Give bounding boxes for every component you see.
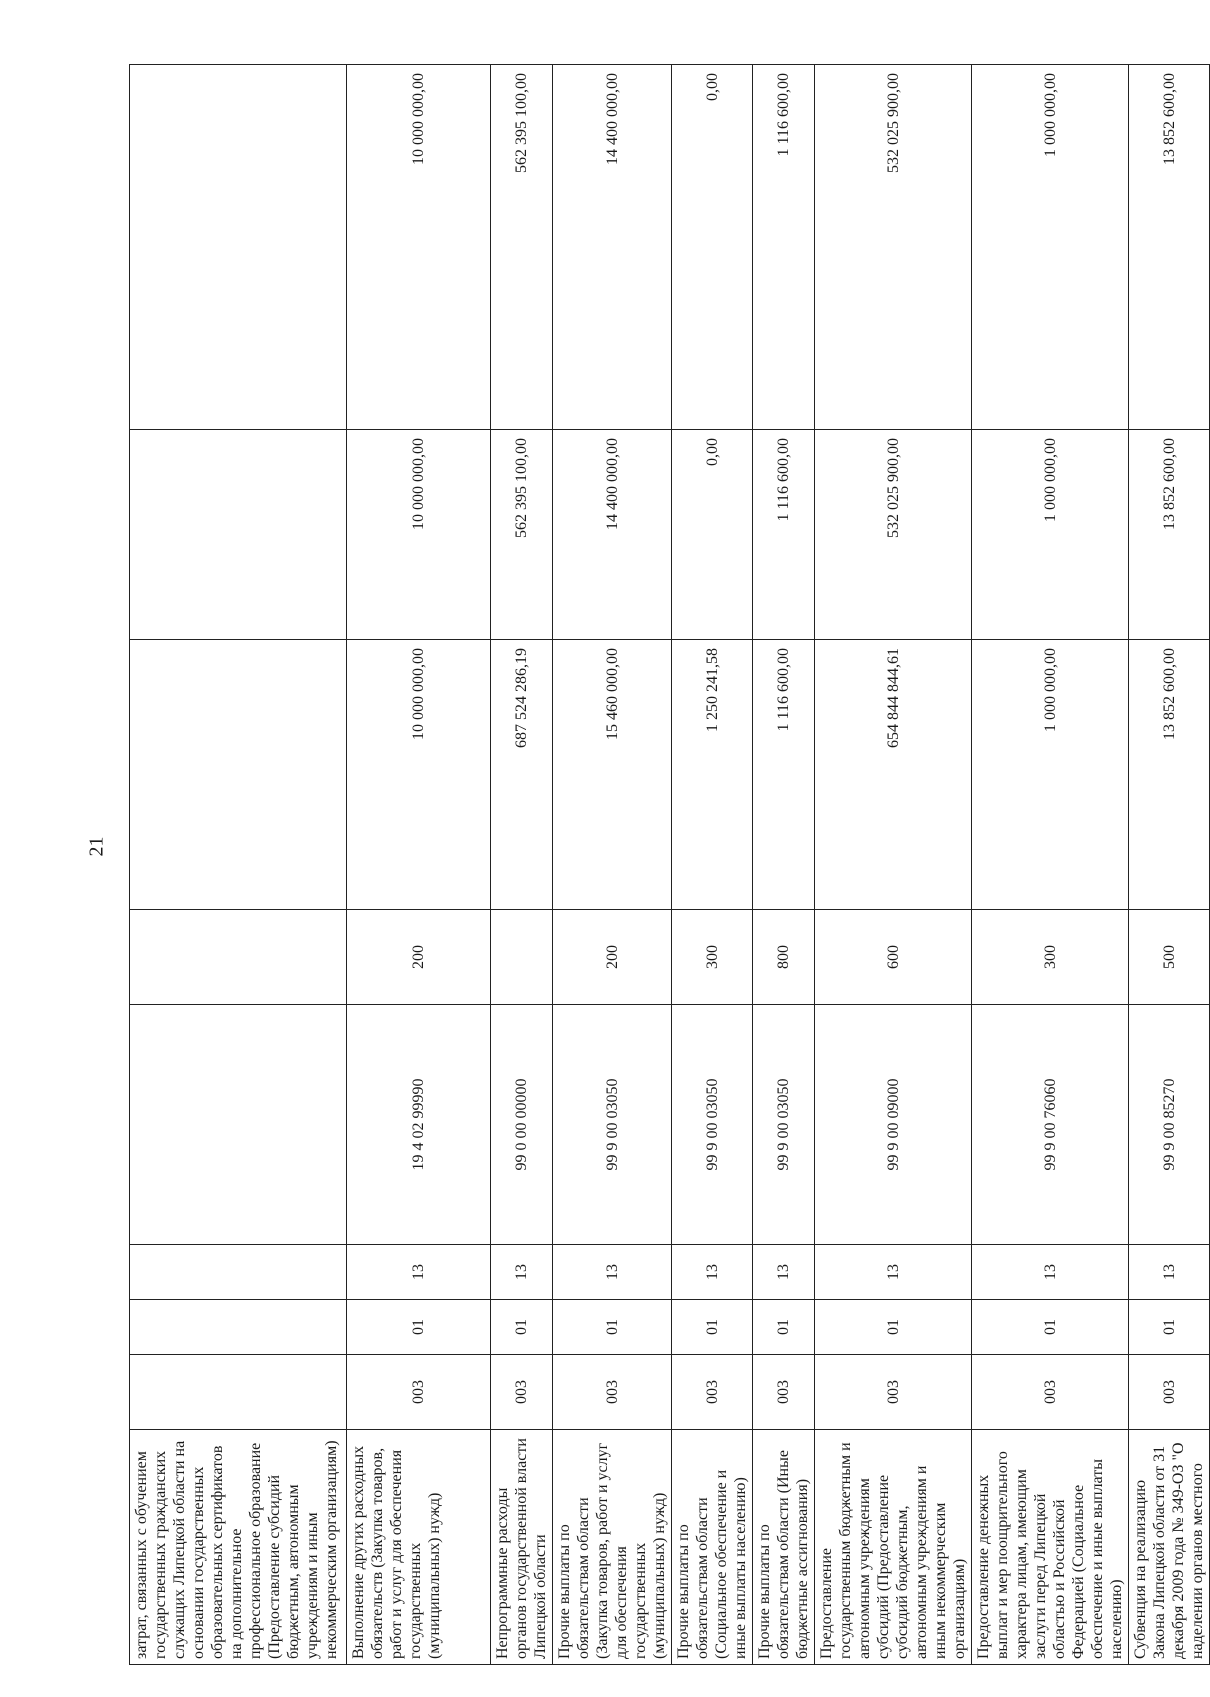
row-vr: 300	[972, 910, 1129, 1005]
row-amended: 1 116 600,00	[753, 430, 815, 640]
table-row	[672, 65, 753, 1665]
row-executed: 10 000 000,00	[347, 65, 491, 430]
row-ministry	[130, 1355, 347, 1430]
table-row	[347, 65, 491, 1665]
row-subsection: 13	[815, 1245, 972, 1300]
row-name: Прочие выплаты по обязательствам области (Иные бюджетные ассигнования)	[753, 1430, 815, 1665]
row-executed: 13 852 600,00	[1129, 65, 1210, 430]
row-executed	[130, 65, 347, 430]
row-amended: 532 025 900,00	[815, 430, 972, 640]
row-vr: 200	[347, 910, 491, 1005]
row-name: Прочие выплаты по обязательствам области (Социальное обеспечение и иные выплаты населению)	[672, 1430, 753, 1665]
row-amended: 562 395 100,00	[491, 430, 553, 640]
row-executed: 1 000 000,00	[972, 65, 1129, 430]
row-section: 01	[491, 1300, 553, 1355]
row-ministry: 003	[672, 1355, 753, 1430]
row-executed: 562 395 100,00	[491, 65, 553, 430]
row-ministry: 003	[491, 1355, 553, 1430]
row-approved: 1 250 241,58	[672, 640, 753, 910]
row-subsection: 13	[972, 1245, 1129, 1300]
table-row	[815, 65, 972, 1665]
row-target: 99 9 00 03050	[672, 1005, 753, 1245]
table-row	[491, 65, 553, 1665]
table-row	[1129, 65, 1210, 1665]
row-section: 01	[972, 1300, 1129, 1355]
row-name: Прочие выплаты по обязательствам области (Закупка товаров, работ и услуг для обеспечения государственных (муниципальных) нужд)	[553, 1430, 672, 1665]
row-target: 19 4 02 99990	[347, 1005, 491, 1245]
row-target: 99 9 00 76060	[972, 1005, 1129, 1245]
row-vr: 300	[672, 910, 753, 1005]
table-row	[553, 65, 672, 1665]
row-target: 99 0 00 00000	[491, 1005, 553, 1245]
row-approved: 1 000 000,00	[972, 640, 1129, 910]
row-ministry: 003	[1129, 1355, 1210, 1430]
row-approved: 654 844 844,61	[815, 640, 972, 910]
rotated-table-wrapper	[129, 65, 1206, 1665]
row-target: 99 9 00 09000	[815, 1005, 972, 1245]
row-section: 01	[1129, 1300, 1210, 1355]
row-executed: 1 116 600,00	[753, 65, 815, 430]
row-section: 01	[815, 1300, 972, 1355]
row-name: Выполнение других расходных обязательств (Закупка товаров, работ и услуг для обеспечения государственных (муниципальных) нужд)	[347, 1430, 491, 1665]
row-subsection: 13	[491, 1245, 553, 1300]
row-vr: 200	[553, 910, 672, 1005]
row-approved: 13 852 600,00	[1129, 640, 1210, 910]
row-ministry: 003	[815, 1355, 972, 1430]
row-vr	[491, 910, 553, 1005]
table-row	[130, 65, 347, 1665]
row-name: Непрограммные расходы органов государственной власти Липецкой области	[491, 1430, 553, 1665]
row-subsection	[130, 1245, 347, 1300]
row-amended: 14 400 000,00	[553, 430, 672, 640]
row-approved: 1 116 600,00	[753, 640, 815, 910]
row-target: 99 9 00 03050	[753, 1005, 815, 1245]
row-vr: 500	[1129, 910, 1210, 1005]
row-approved: 687 524 286,19	[491, 640, 553, 910]
row-amended	[130, 430, 347, 640]
row-ministry: 003	[972, 1355, 1129, 1430]
row-vr	[130, 910, 347, 1005]
row-executed: 532 025 900,00	[815, 65, 972, 430]
row-vr: 600	[815, 910, 972, 1005]
page-number: 21	[85, 836, 108, 857]
row-subsection: 13	[753, 1245, 815, 1300]
row-subsection: 13	[347, 1245, 491, 1300]
table-row	[753, 65, 815, 1665]
row-executed: 0,00	[672, 65, 753, 430]
table-row	[972, 65, 1129, 1665]
row-ministry: 003	[347, 1355, 491, 1430]
row-section: 01	[553, 1300, 672, 1355]
row-ministry: 003	[553, 1355, 672, 1430]
row-ministry: 003	[753, 1355, 815, 1430]
row-approved: 15 460 000,00	[553, 640, 672, 910]
row-approved	[130, 640, 347, 910]
row-name: Предоставление денежных выплат и мер поощрительного характера лицам, имеющим заслуги перед Липецкой областью и Российской Федерацией (Социальное обеспечение и иные выплаты населению)	[972, 1430, 1129, 1665]
row-subsection: 13	[553, 1245, 672, 1300]
row-subsection: 13	[1129, 1245, 1210, 1300]
row-vr: 800	[753, 910, 815, 1005]
row-amended: 13 852 600,00	[1129, 430, 1210, 640]
row-target: 99 9 00 85270	[1129, 1005, 1210, 1245]
row-section: 01	[347, 1300, 491, 1355]
row-amended: 1 000 000,00	[972, 430, 1129, 640]
row-amended: 10 000 000,00	[347, 430, 491, 640]
row-section	[130, 1300, 347, 1355]
table-body	[130, 65, 1210, 1665]
row-name: Субвенция на реализацию Закона Липецкой области от 31 декабря 2009 года № 349-ОЗ "О наделении органов местного	[1129, 1430, 1210, 1665]
row-name: Предоставление государственным бюджетным и автономным учреждениям субсидий (Предоставление субсидий бюджетным, автономным учреждениям и иным некоммерческим организациям)	[815, 1430, 972, 1665]
row-name: затрат, связанных с обучением государственных гражданских служащих Липецкой области на основании государственных образовательных сертификатов на дополнительное профессиональное образование (Предоставление субсидий бюджетным, автономным учреждениям и иным некоммерческим организациям)	[130, 1430, 347, 1665]
budget-table	[129, 64, 1210, 1665]
row-section: 01	[753, 1300, 815, 1355]
row-approved: 10 000 000,00	[347, 640, 491, 910]
row-amended: 0,00	[672, 430, 753, 640]
row-subsection: 13	[672, 1245, 753, 1300]
row-section: 01	[672, 1300, 753, 1355]
row-target	[130, 1005, 347, 1245]
row-target: 99 9 00 03050	[553, 1005, 672, 1245]
row-executed: 14 400 000,00	[553, 65, 672, 430]
